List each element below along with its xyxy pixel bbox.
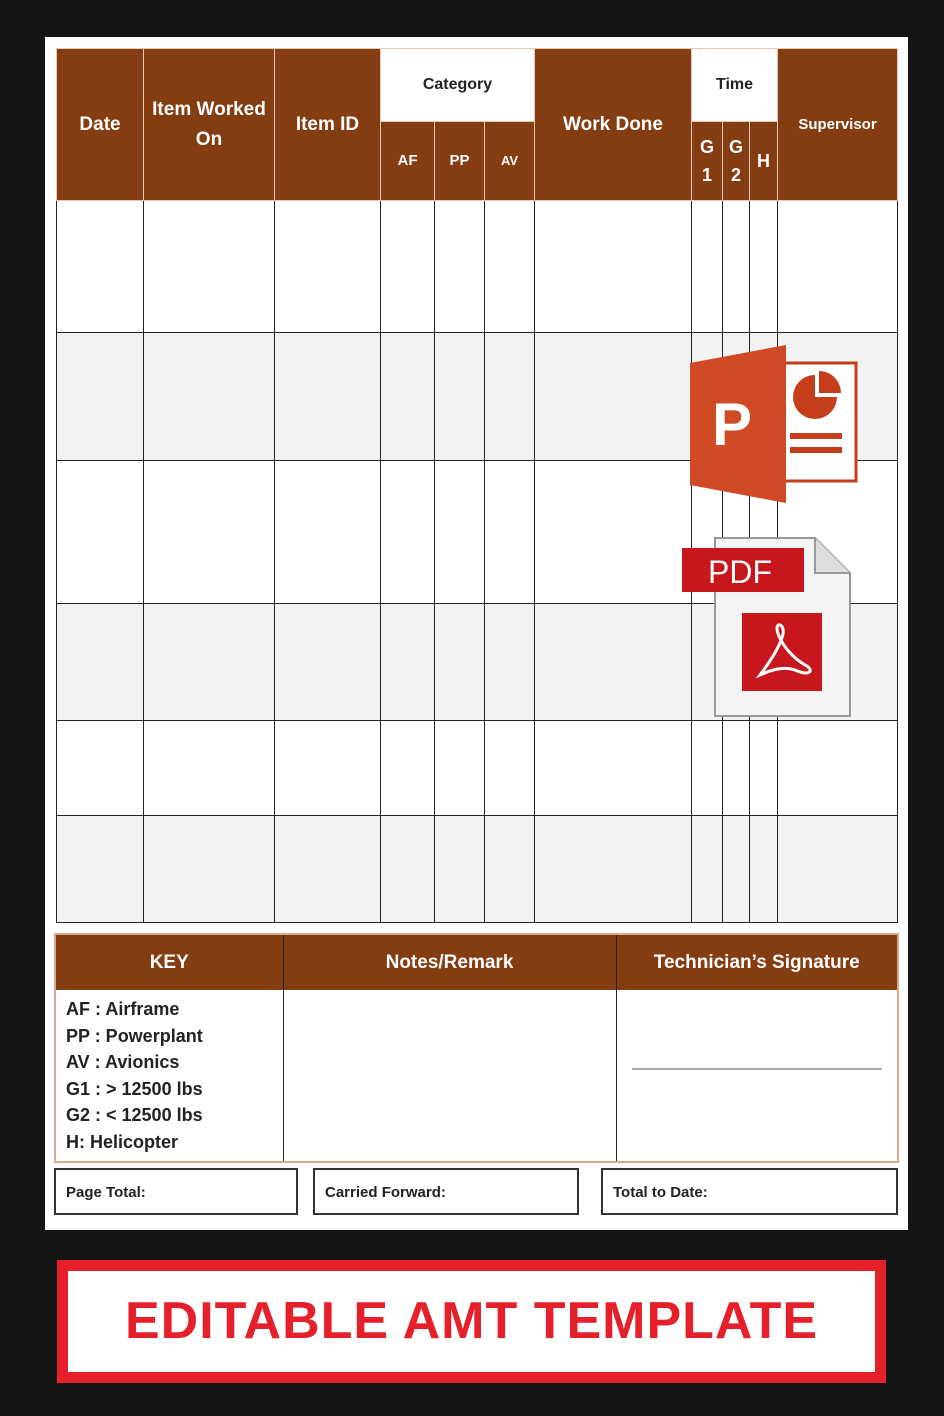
table-cell[interactable]: [485, 721, 535, 816]
table-cell[interactable]: [381, 201, 435, 333]
table-cell[interactable]: [57, 721, 144, 816]
table-cell[interactable]: [435, 721, 485, 816]
table-cell[interactable]: [381, 604, 435, 721]
table-cell[interactable]: [750, 816, 778, 923]
key-list: [55, 990, 283, 1162]
table-cell[interactable]: [57, 461, 144, 604]
table-cell[interactable]: [750, 201, 778, 333]
key-notes-signature-table: [54, 933, 899, 1163]
table-cell[interactable]: [485, 201, 535, 333]
table-cell[interactable]: [435, 333, 485, 461]
table-cell[interactable]: [144, 461, 275, 604]
table-cell[interactable]: [144, 604, 275, 721]
key-header: KEY: [55, 934, 283, 990]
powerpoint-icon: [690, 345, 860, 503]
signature-field[interactable]: [616, 990, 898, 1162]
key-item: G2 : < 12500 lbs: [66, 1105, 203, 1125]
key-item: AV : Avionics: [66, 1052, 180, 1072]
header-h: H: [750, 122, 778, 201]
table-cell[interactable]: [435, 201, 485, 333]
header-work-done: Work Done: [535, 49, 692, 201]
table-cell[interactable]: [778, 201, 898, 333]
table-cell[interactable]: [144, 816, 275, 923]
notes-header: Notes/Remark: [283, 934, 616, 990]
header-category: Category: [381, 49, 535, 122]
table-cell[interactable]: [692, 721, 723, 816]
header-time: Time: [692, 49, 778, 122]
table-cell[interactable]: [485, 816, 535, 923]
table-cell[interactable]: [535, 721, 692, 816]
table-row: [57, 201, 898, 333]
table-cell[interactable]: [381, 721, 435, 816]
table-cell[interactable]: [692, 816, 723, 923]
table-cell[interactable]: [435, 604, 485, 721]
key-item: PP : Powerplant: [66, 1025, 203, 1046]
table-cell[interactable]: [144, 333, 275, 461]
table-cell[interactable]: [57, 201, 144, 333]
header-g1: G 1: [692, 122, 723, 201]
key-item: H: Helicopter: [66, 1131, 179, 1152]
table-cell[interactable]: [692, 201, 723, 333]
header-av: AV: [485, 122, 535, 201]
header-af: AF: [381, 122, 435, 201]
total-to-date-field[interactable]: Total to Date:: [601, 1168, 898, 1215]
signature-header: Technician’s Signature: [616, 934, 898, 990]
table-cell[interactable]: [778, 721, 898, 816]
header-item-id: Item ID: [275, 49, 381, 201]
table-cell[interactable]: [381, 461, 435, 604]
table-cell[interactable]: [435, 461, 485, 604]
table-cell[interactable]: [750, 721, 778, 816]
table-cell[interactable]: [485, 333, 535, 461]
table-cell[interactable]: [485, 604, 535, 721]
table-cell[interactable]: [275, 461, 381, 604]
signature-line: [632, 1068, 883, 1070]
table-cell[interactable]: [144, 721, 275, 816]
table-cell[interactable]: [723, 721, 750, 816]
table-cell[interactable]: [485, 461, 535, 604]
table-cell[interactable]: [535, 333, 692, 461]
key-item: AF : Airframe: [66, 999, 180, 1019]
table-cell[interactable]: [275, 721, 381, 816]
key-item: G1 : > 12500 lbs: [66, 1078, 203, 1099]
table-cell[interactable]: [57, 604, 144, 721]
svg-text:P: P: [712, 391, 753, 458]
table-cell[interactable]: [778, 816, 898, 923]
table-cell[interactable]: [275, 333, 381, 461]
table-row: [57, 721, 898, 816]
svg-text:PDF: PDF: [708, 554, 772, 590]
table-cell[interactable]: [381, 333, 435, 461]
table-cell[interactable]: [144, 201, 275, 333]
table-cell[interactable]: [381, 816, 435, 923]
header-supervisor: Supervisor: [778, 49, 898, 201]
header-date: Date: [57, 49, 144, 201]
table-cell[interactable]: [723, 201, 750, 333]
editable-amt-template-banner: EDITABLE AMT TEMPLATE: [57, 1260, 886, 1383]
table-cell[interactable]: [535, 461, 692, 604]
header-pp: PP: [435, 122, 485, 201]
table-cell[interactable]: [275, 816, 381, 923]
table-cell[interactable]: [535, 816, 692, 923]
table-cell[interactable]: [57, 333, 144, 461]
header-g2: G 2: [723, 122, 750, 201]
table-cell[interactable]: [535, 604, 692, 721]
page-total-field[interactable]: Page Total:: [54, 1168, 298, 1215]
table-cell[interactable]: [723, 816, 750, 923]
table-cell[interactable]: [435, 816, 485, 923]
table-cell[interactable]: [535, 201, 692, 333]
pdf-icon: [680, 535, 855, 720]
table-cell[interactable]: [57, 816, 144, 923]
carried-forward-field[interactable]: Carried Forward:: [313, 1168, 579, 1215]
header-item-worked-on: Item Worked On: [144, 49, 275, 201]
table-row: [57, 816, 898, 923]
table-cell[interactable]: [275, 201, 381, 333]
table-cell[interactable]: [275, 604, 381, 721]
notes-field[interactable]: [283, 990, 616, 1162]
